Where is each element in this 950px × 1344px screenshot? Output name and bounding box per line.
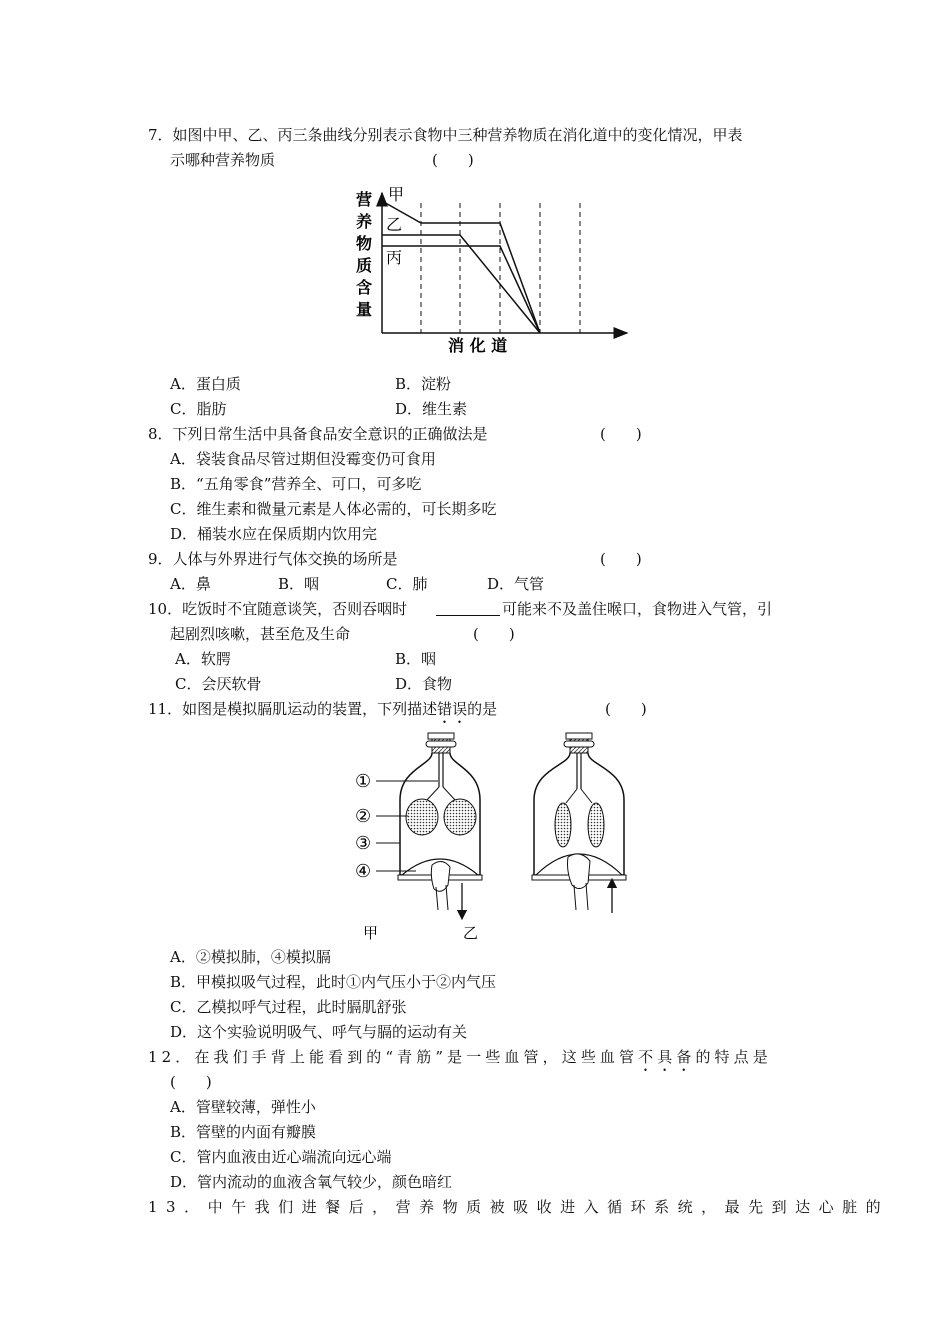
q9-stem: 9．人体与外界进行气体交换的场所是	[148, 550, 398, 568]
q9-option-d[interactable]: D．气管	[487, 575, 545, 593]
q7-graph-svg	[345, 183, 635, 358]
q10-answer-bracket: ( )	[473, 625, 515, 643]
y-label-char: 质	[356, 256, 373, 275]
q11-option-d[interactable]: D．这个实验说明吸气、呼气与膈的运动有关	[170, 1023, 468, 1041]
caption-jia: 甲	[363, 924, 379, 942]
curve-label: 丙	[386, 248, 403, 267]
q10-option-c[interactable]: C．会厌软骨	[175, 675, 262, 693]
q12-stem-part2: 的特点是	[695, 1048, 772, 1066]
curve-label: 甲	[388, 185, 405, 204]
q12-option-d[interactable]: D．管内流动的血液含氧气较少，颜色暗红	[170, 1173, 453, 1191]
q10-stem-line2: 起剧烈咳嗽，甚至危及生命	[170, 625, 351, 643]
marker-4: ④	[355, 861, 372, 882]
y-label-char: 养	[356, 212, 373, 231]
q11-diaphragm-model-figure	[350, 725, 680, 947]
curve-bing	[382, 246, 540, 333]
curve-jia	[382, 201, 540, 333]
jar-yi	[532, 733, 626, 913]
q9-option-b[interactable]: B．咽	[278, 575, 320, 593]
q10-stem-line1-part1: 10．吃饭时不宜随意谈笑，否则吞咽时	[148, 600, 408, 618]
q9-answer-bracket: ( )	[600, 550, 642, 568]
q12-option-a[interactable]: A．管壁较薄，弹性小	[170, 1098, 316, 1116]
q12-stem-emphasis: 不具备	[638, 1048, 696, 1066]
q9-option-c[interactable]: C．肺	[386, 575, 428, 593]
q11-stem-part1: 11．如图是模拟膈肌运动的装置，下列描述	[148, 700, 438, 718]
q8-answer-bracket: ( )	[600, 425, 642, 443]
caption-yi: 乙	[463, 924, 479, 942]
q8-option-a[interactable]: A．袋装食品尽管过期但没霉变仍可食用	[170, 450, 436, 468]
q12-stem	[148, 1047, 772, 1075]
q7-option-d[interactable]: D．维生素	[395, 400, 468, 418]
q12-stem-part1: 12．在我们手背上能看到的“青筋”是一些血管，这些血管	[148, 1048, 639, 1066]
q11-stem-part2: 的是	[467, 700, 498, 718]
curve-label: 乙	[386, 215, 403, 234]
marker-1: ①	[355, 771, 372, 792]
q12-option-b[interactable]: B．管壁的内面有瓣膜	[170, 1123, 317, 1141]
y-label-char: 营	[356, 190, 373, 209]
q12-answer-bracket: ( )	[170, 1073, 212, 1091]
q8-stem: 8．下列日常生活中具备食品安全意识的正确做法是	[148, 425, 488, 443]
q11-stem	[148, 699, 497, 727]
q7-stem-line2: 示哪种营养物质	[170, 151, 276, 169]
q11-answer-bracket: ( )	[605, 700, 647, 718]
q7-stem-line1: 7．如图中甲、乙、丙三条曲线分别表示食物中三种营养物质在消化道中的变化情况，甲表	[148, 126, 743, 144]
q8-option-c[interactable]: C．维生素和微量元素是人体必需的，可长期多吃	[170, 500, 497, 518]
q7-option-b[interactable]: B．淀粉	[395, 375, 452, 393]
q11-option-c[interactable]: C．乙模拟呼气过程，此时膈肌舒张	[170, 998, 407, 1016]
q8-option-d[interactable]: D．桶装水应在保质期内饮用完	[170, 525, 378, 543]
jar-jia	[398, 733, 482, 915]
q7-answer-bracket: ( )	[432, 151, 474, 169]
q12-option-c[interactable]: C．管内血液由近心端流向远心端	[170, 1148, 392, 1166]
q7-nutrient-graph	[345, 183, 635, 358]
y-label-char: 物	[356, 234, 373, 253]
q11-option-a[interactable]: A．②模拟肺，④模拟膈	[170, 948, 331, 966]
q7-option-c[interactable]: C．脂肪	[170, 400, 227, 418]
q10-option-d[interactable]: D．食物	[395, 675, 453, 693]
q11-figure-svg	[350, 725, 680, 947]
q11-option-b[interactable]: B．甲模拟吸气过程，此时①内气压小于②内气压	[170, 973, 497, 991]
marker-3: ③	[355, 833, 372, 854]
q9-option-a[interactable]: A．鼻	[170, 575, 211, 593]
q10-fill-blank[interactable]	[436, 615, 500, 616]
q10-option-a[interactable]: A．软腭	[175, 650, 231, 668]
y-label-char: 含	[356, 278, 373, 297]
q13-stem: 13．中午我们进餐后，营养物质被吸收进入循环系统，最先到达心脏的	[148, 1198, 890, 1216]
q8-option-b[interactable]: B．“五角零食”营养全、可口，可多吃	[170, 475, 422, 493]
q7-option-a[interactable]: A．蛋白质	[170, 375, 241, 393]
q10-stem-line1-part2: 可能来不及盖住喉口，食物进入气管，引	[502, 600, 773, 618]
q11-stem-emphasis: 错误	[437, 700, 468, 718]
marker-2: ②	[355, 806, 372, 827]
x-axis-label: 消 化 道	[448, 336, 508, 355]
q10-option-b[interactable]: B．咽	[395, 650, 437, 668]
y-label-char: 量	[356, 300, 373, 319]
curve-yi	[382, 235, 540, 333]
